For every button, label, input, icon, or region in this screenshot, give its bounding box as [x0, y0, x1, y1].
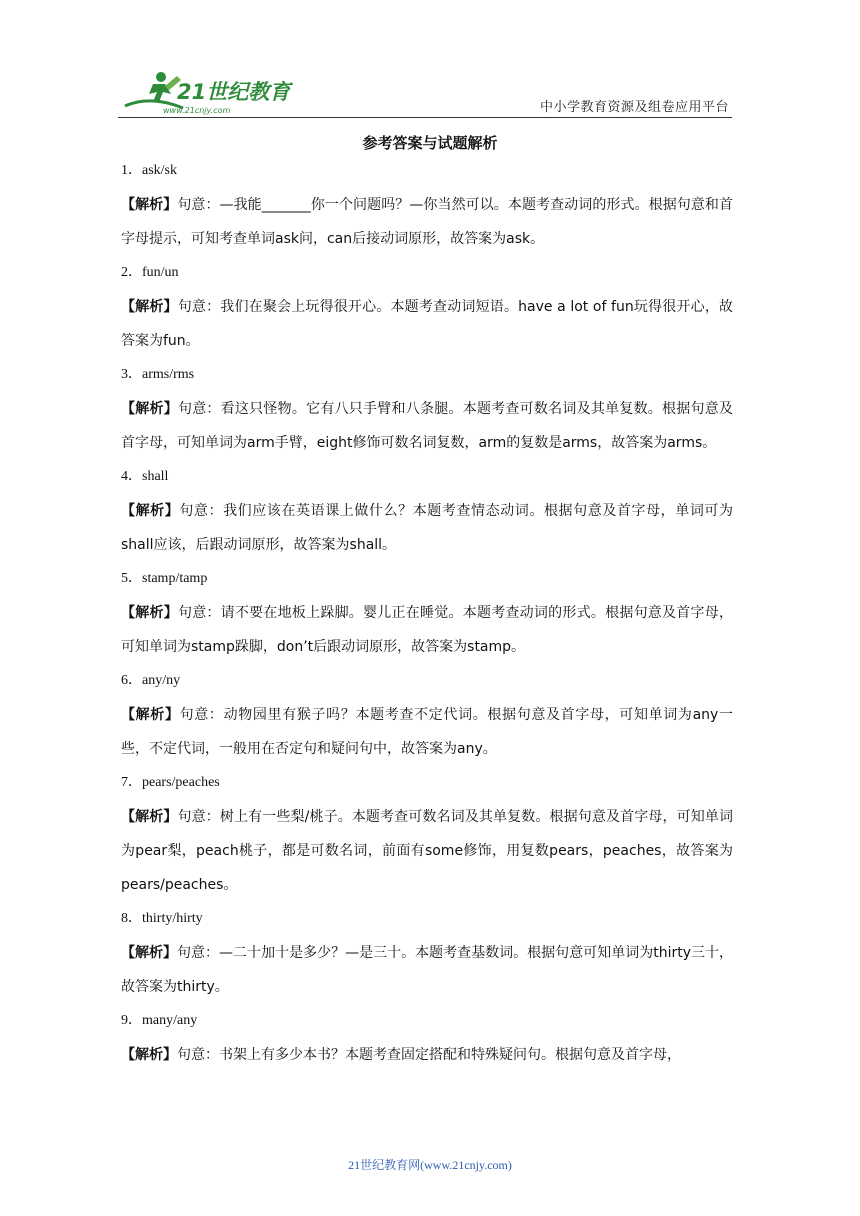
answer-label: 3．arms/rms	[121, 367, 195, 382]
list-item	[121, 263, 733, 358]
answer-label: 6．any/ny	[121, 673, 181, 688]
analysis-body: 句意：书架上有多少本书？本题考查固定搭配和特殊疑问句。根据句意及首字母，	[177, 1047, 681, 1063]
logo-text: 21世纪教育	[177, 80, 291, 104]
analysis-text	[121, 392, 733, 460]
analysis-text	[121, 290, 733, 358]
answer-label: 8．thirty/hirty	[121, 911, 203, 926]
analysis-body: 句意：—我能_______你一个问题吗？—你当然可以。本题考查动词的形式。根据句意和首字母提示，可知考查单词ask问，can后接动词原形，故答案为ask。	[121, 197, 734, 247]
analysis-tag: 【解析】	[121, 605, 178, 621]
logo	[123, 68, 293, 118]
page-header	[0, 0, 860, 125]
header-tagline: 中小学教育资源及组卷应用平台	[539, 100, 729, 115]
list-item	[121, 161, 733, 256]
list-item	[121, 773, 733, 902]
analysis-tag: 【解析】	[121, 1047, 177, 1063]
analysis-tag: 【解析】	[121, 197, 178, 213]
answer-label: 9．many/any	[121, 1013, 198, 1028]
logo-url: www.21cnjy.com	[163, 106, 231, 115]
answer-label: 4．shall	[121, 469, 169, 484]
analysis-text	[121, 1038, 733, 1072]
answer-label: 7．pears/peaches	[121, 775, 220, 790]
analysis-body: 句意：树上有一些梨/桃子。本题考查可数名词及其单复数。根据句意及首字母，可知单词为pear梨，peach桃子，都是可数名词，前面有some修饰，用复数pears，peaches，故答案为pears/peaches。	[121, 809, 734, 893]
analysis-body: 句意：请不要在地板上跺脚。婴儿正在睡觉。本题考查动词的形式。根据句意及首字母，可知单词为stamp跺脚，don’t后跟动词原形，故答案为stamp。	[121, 605, 733, 655]
analysis-body: 句意：—二十加十是多少？—是三十。本题考查基数词。根据句意可知单词为thirty三十，故答案为thirty。	[121, 945, 734, 995]
list-item	[121, 365, 733, 460]
list-item	[121, 909, 733, 1004]
analysis-tag: 【解析】	[121, 503, 180, 519]
list-item	[121, 671, 733, 766]
analysis-tag: 【解析】	[121, 299, 178, 315]
header-divider	[118, 117, 732, 118]
analysis-text	[121, 800, 733, 902]
list-item	[121, 467, 733, 562]
answer-label: 2．fun/un	[121, 265, 179, 280]
page-title: 参考答案与试题解析	[362, 134, 498, 152]
page-footer: 21世纪教育网(www.21cnjy.com)	[348, 1158, 512, 1172]
analysis-tag: 【解析】	[121, 401, 178, 417]
analysis-body: 句意：动物园里有猴子吗？本题考查不定代词。根据句意及首字母，可知单词为any一些，不定代词，一般用在否定句和疑问句中，故答案为any。	[121, 707, 733, 757]
analysis-body: 句意：我们在聚会上玩得很开心。本题考查动词短语。have a lot of fun玩得很开心，故答案为fun。	[121, 299, 733, 349]
analysis-text	[121, 698, 733, 766]
analysis-body: 句意：看这只怪物。它有八只手臂和八条腿。本题考查可数名词及其单复数。根据句意及首字母，可知单词为arm手臂，eight修饰可数名词复数，arm的复数是arms，故答案为arms。	[121, 401, 733, 451]
analysis-text	[121, 936, 733, 1004]
list-item	[121, 1011, 733, 1072]
answer-label: 1．ask/sk	[121, 163, 177, 178]
answer-list	[121, 161, 733, 1079]
analysis-text	[121, 494, 733, 562]
analysis-text	[121, 596, 733, 664]
analysis-text	[121, 188, 733, 256]
analysis-tag: 【解析】	[121, 809, 178, 825]
logo-runner-icon	[123, 68, 293, 118]
analysis-tag: 【解析】	[121, 945, 178, 961]
list-item	[121, 569, 733, 664]
analysis-tag: 【解析】	[121, 707, 180, 723]
answer-label: 5．stamp/tamp	[121, 571, 208, 586]
analysis-body: 句意：我们应该在英语课上做什么？本题考查情态动词。根据句意及首字母，单词可为shall应该，后跟动词原形，故答案为shall。	[121, 503, 733, 553]
